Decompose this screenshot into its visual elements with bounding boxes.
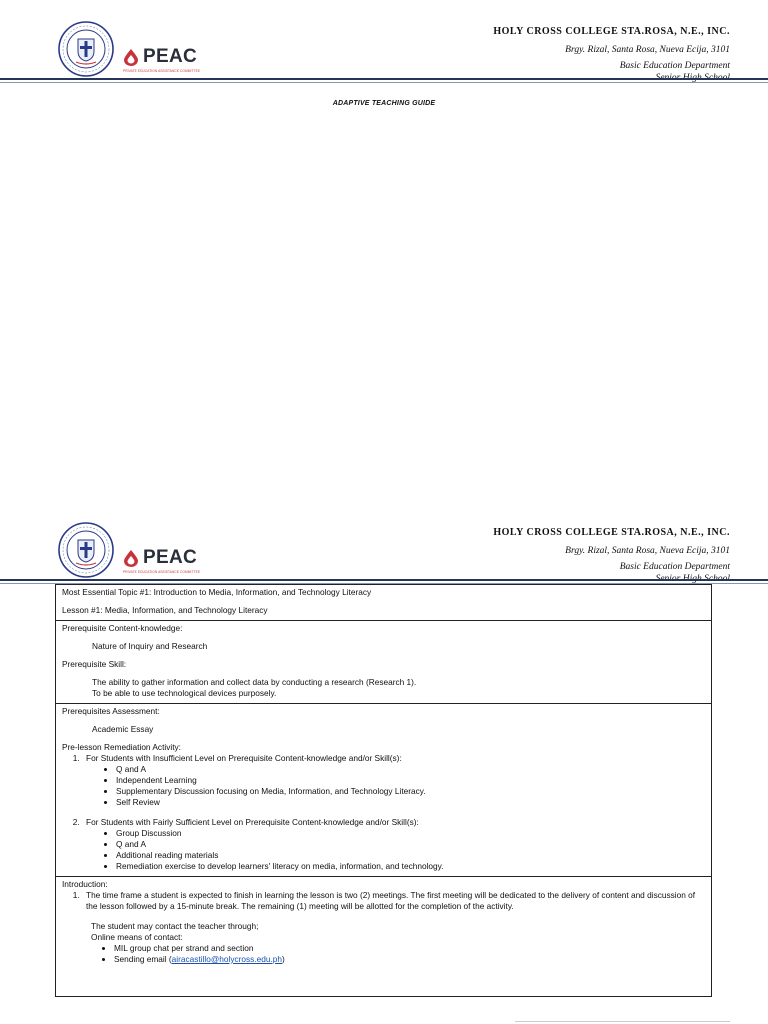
college-seal-logo <box>58 522 114 578</box>
prereq-skill-label: Prerequisite Skill: <box>62 659 127 669</box>
contact-list <box>62 943 705 965</box>
list-item: • Remediation exercise to develop learners' literacy on media, information, and technology. <box>116 861 705 872</box>
teaching-guide-table <box>55 584 712 997</box>
introduction-cell <box>56 877 711 969</box>
group-items <box>86 828 705 872</box>
intro-item: 1. The time frame a student is expected to finish in learning the lesson is two (2) meetings. The first meeting will be dedicated to the delivery of content and discussion of the lesson followed by a 15-minute break. The remaining (1) meeting will be allotted for the completion of the activity. <box>82 890 705 912</box>
list-item: • Self Review <box>116 797 705 808</box>
school-address: Brgy. Rizal, Santa Rosa, Nueva Ecija, 3101 <box>565 546 730 556</box>
group-heading: For Students with Fairly Sufficient Level on Prerequisite Content-knowledge and/or Skill(s): <box>86 817 419 827</box>
footer-hint-rule <box>515 1021 730 1022</box>
assessment-cell <box>56 704 711 877</box>
header-rule <box>0 579 768 581</box>
remediation-label: Pre-lesson Remediation Activity: <box>62 742 181 752</box>
prereq-skill-line: To be able to use technological devices purposely. <box>92 688 277 698</box>
group-items <box>86 764 705 808</box>
document-title: ADAPTIVE TEACHING GUIDE <box>332 100 436 107</box>
peac-drop-icon <box>122 549 140 567</box>
email-prefix: Sending email ( <box>114 954 172 964</box>
lesson-text: Lesson #1: Media, Information, and Technology Literacy <box>62 605 268 615</box>
list-item: • Group Discussion <box>116 828 705 839</box>
school-info <box>493 26 730 84</box>
list-item: • Q and A <box>116 764 705 775</box>
school-info <box>493 527 730 585</box>
peac-subtitle: PRIVATE EDUCATION ASSISTANCE COMMITTEE <box>123 69 201 73</box>
peac-wordmark: PEAC <box>143 46 197 67</box>
intro-list <box>62 890 705 912</box>
header-rule-thin <box>0 82 768 83</box>
list-item: • Independent Learning <box>116 775 705 786</box>
list-item: • MIL group chat per strand and section <box>114 943 705 954</box>
school-name: HOLY CROSS COLLEGE STA.ROSA, N.E., INC. <box>493 26 730 37</box>
peac-wordmark: PEAC <box>143 547 197 568</box>
prereq-content-value: Nature of Inquiry and Research <box>92 641 208 651</box>
prerequisite-cell <box>56 621 711 704</box>
prereq-content-label: Prerequisite Content-knowledge: <box>62 623 183 633</box>
group-heading: For Students with Insufficient Level on Prerequisite Content-knowledge and/or Skill(s): <box>86 753 402 763</box>
remediation-group <box>82 753 705 808</box>
peac-subtitle: PRIVATE EDUCATION ASSISTANCE COMMITTEE <box>123 570 201 574</box>
intro-label: Introduction: <box>62 879 108 889</box>
remediation-group <box>82 817 705 872</box>
header-rule <box>0 78 768 80</box>
assessment-value: Academic Essay <box>92 724 154 734</box>
email-suffix: ) <box>282 954 285 964</box>
list-item: • Supplementary Discussion focusing on Media, Information, and Technology Literacy. <box>116 786 705 797</box>
list-item: • Additional reading materials <box>116 850 705 861</box>
peac-drop-icon <box>122 48 140 66</box>
contact-line: Online means of contact: <box>91 932 183 942</box>
assessment-label: Prerequisites Assessment: <box>62 706 160 716</box>
list-item: • Q and A <box>116 839 705 850</box>
school-department: Basic Education Department <box>619 562 730 572</box>
college-seal-logo <box>58 21 114 77</box>
topic-cell <box>56 585 711 621</box>
prereq-skill-line: The ability to gather information and collect data by conducting a research (Research 1). <box>92 677 417 687</box>
topic-text: Most Essential Topic #1: Introduction to Media, Information, and Technology Literacy <box>62 587 372 597</box>
remediation-list <box>62 753 705 872</box>
school-department: Basic Education Department <box>619 61 730 71</box>
contact-line: The student may contact the teacher through; <box>91 921 259 931</box>
school-name: HOLY CROSS COLLEGE STA.ROSA, N.E., INC. <box>493 527 730 538</box>
school-address: Brgy. Rizal, Santa Rosa, Nueva Ecija, 3101 <box>565 45 730 55</box>
email-link[interactable]: airacastillo@holycross.edu.ph <box>171 954 282 964</box>
email-item <box>114 954 705 965</box>
